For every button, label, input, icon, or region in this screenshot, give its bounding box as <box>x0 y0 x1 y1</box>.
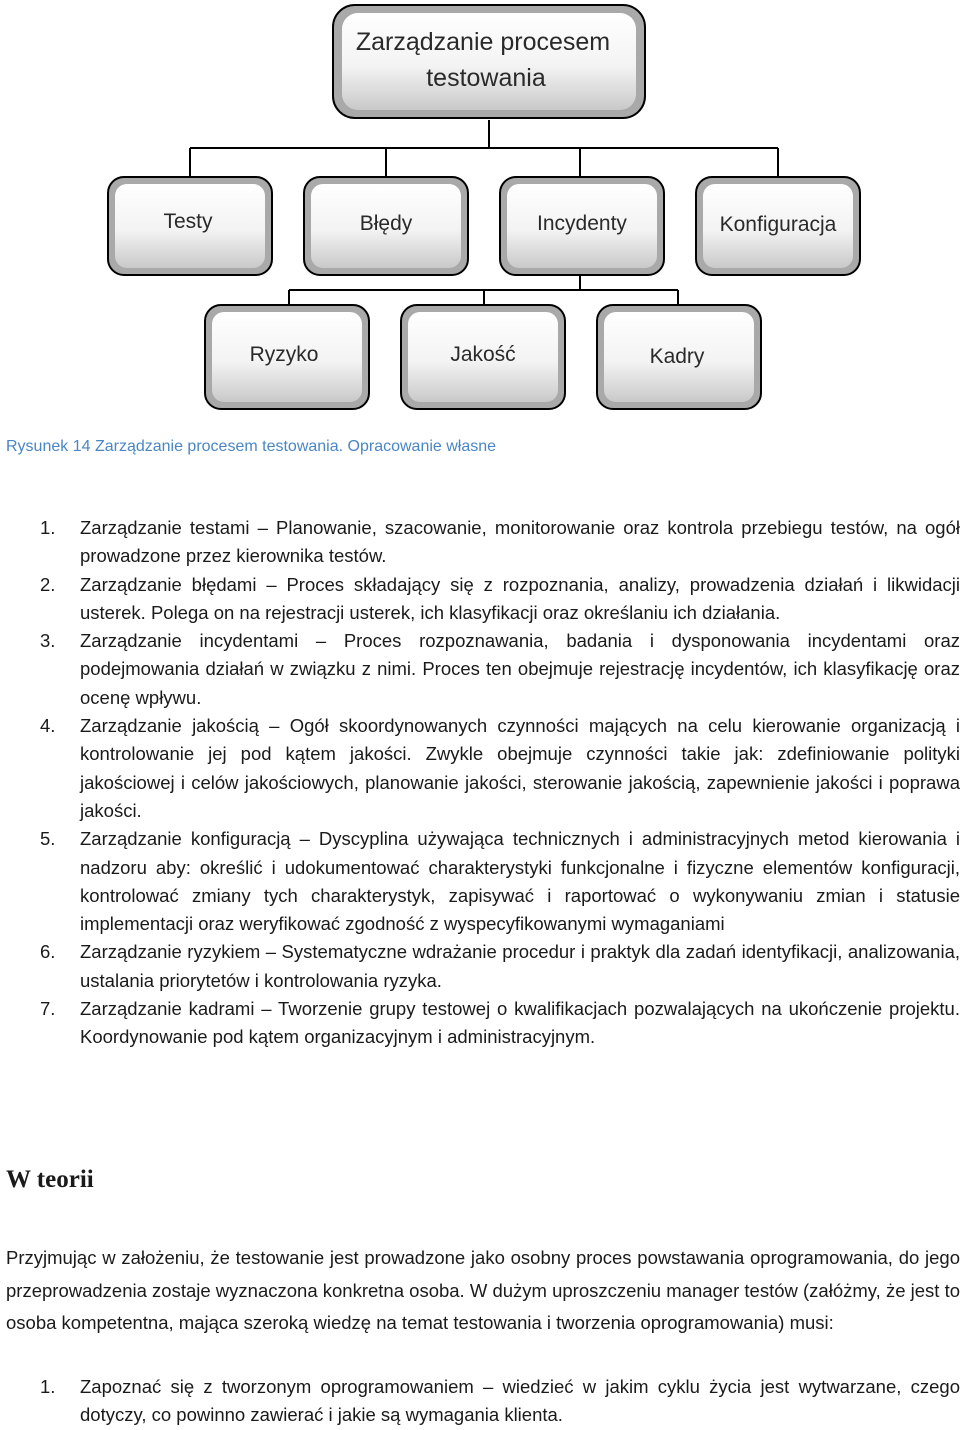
connector-lines <box>190 120 778 305</box>
list-item <box>0 995 960 1052</box>
figure-caption <box>6 438 496 456</box>
list-text: Zarządzanie jakością – Ogół skoordynowanych czynności mających na celu kierowanie organizacją i kontrolowanie jej pod kątem jakości. Zwykle obejmuje czynności takie jak: zdefiniowanie polityki jakościowej i celów jakościowych, planowanie jakości, sterowanie jakością, zapewnienie jakości i poprawa jakości. <box>80 715 960 821</box>
box-label-konfiguracja: Konfiguracja <box>719 213 837 236</box>
list-text: Zarządzanie błędami – Proces składający się z rozpoznania, analizy, prowadzenia działań i likwidacji usterek. Polega on na rejestracji usterek, ich klasyfikacji oraz określaniu ich działania. <box>80 573 960 623</box>
list-number: 1. <box>40 1376 56 1397</box>
section-heading: W teorii <box>6 1166 94 1193</box>
caption-source: Opracowanie własne <box>347 438 497 455</box>
box-kadry <box>597 305 761 409</box>
box-bledy <box>304 177 468 275</box>
box-konfiguracja <box>696 177 860 275</box>
section-paragraph: Przyjmując w założeniu, że testowanie jest prowadzone jako osobny proces powstawania oprogramowania, do jego przeprowadzenia zostaje wyznaczona konkretna osoba. W dużym uproszczeniu manager testów (załóżmy, że jest to osoba kompetentna, mająca szeroką wiedzę na temat testowania i tworzenia oprogramowania) musi: <box>6 1247 960 1333</box>
list-number: 1. <box>40 517 56 538</box>
list-number: 6. <box>40 941 56 963</box>
list-text: Zarządzanie kadrami – Tworzenie grupy testowej o kwalifikacjach pozwalających na ukończenie projektu. Koordynowanie pod kątem organizacyjnym i administracyjnym. <box>80 998 960 1048</box>
list-number: 7. <box>40 998 56 1020</box>
list-number: 2. <box>40 573 56 595</box>
root-label-line1: Zarządzanie procesem <box>355 28 611 56</box>
list-item <box>0 712 960 825</box>
list-number: 4. <box>40 715 56 737</box>
list-text: Zapoznać się z tworzonym oprogramowaniem – wiedzieć w jakim cyklu życia jest wytwarzane, czego dotyczy, co powinno zawierać i jakie są wymagania klienta. <box>80 1376 960 1426</box>
duties-list <box>0 1373 960 1430</box>
caption-main: Rysunek 14 Zarządzanie procesem testowania. <box>6 438 344 455</box>
list-item <box>0 514 960 571</box>
root-box <box>333 5 645 118</box>
list-text: Zarządzanie incydentami – Proces rozpoznawania, badania i dysponowania incydentami oraz podejmowania działań w związku z nimi. Proces ten obejmuje rejestrację incydentów, ich klasyfikację oraz ocenę wpływu. <box>80 630 960 708</box>
box-label-ryzyko: Ryzyko <box>249 343 319 366</box>
box-jakosc <box>401 305 565 409</box>
box-incydenty <box>500 177 664 275</box>
root-label-line2: testowania <box>426 64 546 92</box>
list-item <box>0 938 960 995</box>
box-label-kadry: Kadry <box>649 345 705 368</box>
box-label-bledy: Błędy <box>359 212 413 235</box>
box-ryzyko <box>205 305 369 409</box>
list-item <box>0 571 960 628</box>
list-number: 3. <box>40 630 56 652</box>
box-label-jakosc: Jakość <box>450 343 516 366</box>
list-item <box>0 1373 960 1430</box>
list-text: Zarządzanie testami – Planowanie, szacowanie, monitorowanie oraz kontrola przebiegu testów, na ogół prowadzone przez kierownika testów. <box>80 517 960 567</box>
list-number: 5. <box>40 828 56 850</box>
list-text: Zarządzanie konfiguracją – Dyscyplina używająca technicznych i administracyjnych metod kierowania i nadzoru aby: określić i udokumentować charakterystyki funkcjonalne i fizyczne elementów konfiguracji, kontrolować zmiany tych charakterystyk, zapisywać i raportować o wykonywaniu zmian i statusie implementacji oraz weryfikować zgodność z wyspecyfikowanymi wymaganiami <box>80 828 960 935</box>
list-text: Zarządzanie ryzykiem – Systematyczne wdrażanie procedur i praktyk dla zadań identyfikacji, analizowania, ustalania priorytetów i kontrolowania ryzyka. <box>80 941 960 991</box>
box-label-incydenty: Incydenty <box>537 212 627 235</box>
box-testy <box>108 177 272 275</box>
list-item <box>0 825 960 938</box>
list-item <box>0 627 960 712</box>
definitions-list <box>0 514 960 1052</box>
process-diagram <box>0 0 960 420</box>
box-label-testy: Testy <box>163 210 213 233</box>
